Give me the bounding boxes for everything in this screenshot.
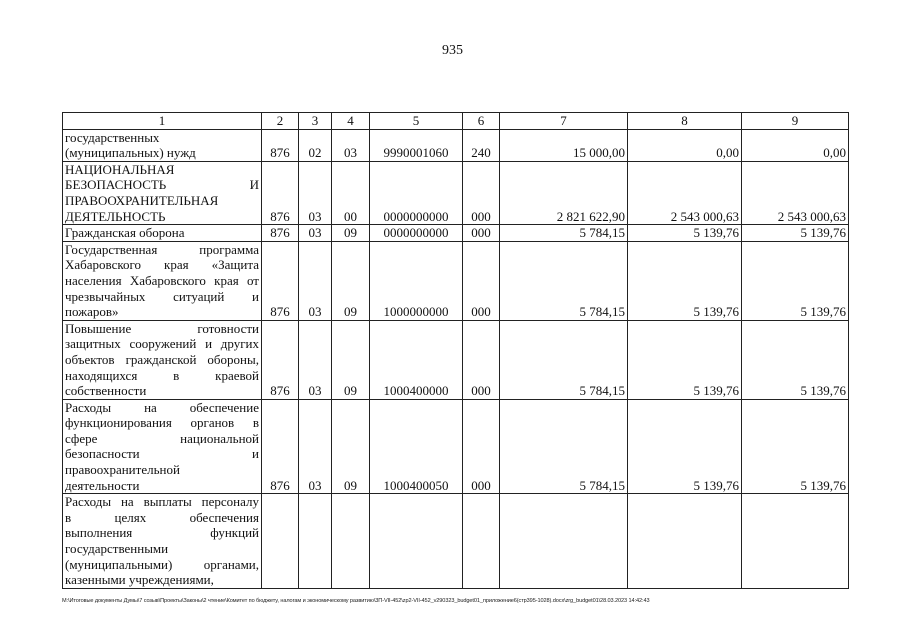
amount-2025-cell (742, 494, 849, 589)
column-number-row (63, 113, 849, 130)
subsection-code-cell: 09 (332, 399, 370, 494)
section-code-cell: 03 (299, 225, 332, 242)
budget-table (62, 112, 849, 589)
column-header: 8 (628, 113, 742, 130)
description-line: государственных (65, 129, 160, 145)
subsection-code-cell: 03 (332, 129, 370, 161)
amount-2023-cell: 15 000,00 (500, 129, 628, 161)
description-line: выполнения функций (65, 525, 259, 541)
column-header: 6 (463, 113, 500, 130)
table-row (63, 494, 849, 589)
description-line: деятельности (65, 477, 140, 493)
amount-2025-cell: 5 139,76 (742, 225, 849, 242)
amount-2025-cell: 5 139,76 (742, 241, 849, 320)
description-line: (муниципальных) нужд (65, 145, 196, 161)
section-code-cell (299, 494, 332, 589)
amount-2024-cell: 5 139,76 (628, 225, 742, 242)
description-line: БЕЗОПАСНОСТЬ И (65, 177, 259, 193)
amount-2023-cell: 5 784,15 (500, 399, 628, 494)
expense-type-cell (463, 494, 500, 589)
description-line: собственности (65, 383, 147, 399)
column-header: 4 (332, 113, 370, 130)
admin-code-cell (262, 494, 299, 589)
description-line: казенными учреждениями, (65, 572, 214, 588)
amount-2024-cell (628, 494, 742, 589)
amount-2023-cell: 5 784,15 (500, 241, 628, 320)
subsection-code-cell: 09 (332, 225, 370, 242)
target-article-cell: 0000000000 (370, 161, 463, 224)
admin-code-cell: 876 (262, 399, 299, 494)
description-line: защитных сооружений и других (65, 336, 259, 352)
description-line: (муниципальными) органами, (65, 556, 259, 572)
table-row (63, 320, 849, 399)
admin-code-cell: 876 (262, 129, 299, 161)
amount-2023-cell: 2 821 622,90 (500, 161, 628, 224)
section-code-cell: 03 (299, 161, 332, 224)
description-line: сфере национальной (65, 430, 259, 446)
description-cell (63, 225, 262, 242)
description-cell (63, 399, 262, 494)
amount-2024-cell: 2 543 000,63 (628, 161, 742, 224)
description-line: чрезвычайных ситуаций и (65, 288, 259, 304)
admin-code-cell: 876 (262, 320, 299, 399)
description-line: находящихся в краевой (65, 367, 259, 383)
expense-type-cell: 000 (463, 320, 500, 399)
column-header: 1 (63, 113, 262, 130)
table-row (63, 399, 849, 494)
description-line: в целях обеспечения (65, 509, 259, 525)
amount-2025-cell: 5 139,76 (742, 399, 849, 494)
amount-2024-cell: 5 139,76 (628, 241, 742, 320)
target-article-cell: 0000000000 (370, 225, 463, 242)
description-line: пожаров» (65, 304, 119, 320)
description-cell (63, 241, 262, 320)
amount-2023-cell (500, 494, 628, 589)
column-header: 2 (262, 113, 299, 130)
amount-2024-cell: 0,00 (628, 129, 742, 161)
page-number: 935 (442, 43, 463, 58)
admin-code-cell: 876 (262, 225, 299, 242)
description-cell (63, 161, 262, 224)
target-article-cell: 1000400000 (370, 320, 463, 399)
description-line: ДЕЯТЕЛЬНОСТЬ (65, 208, 166, 224)
amount-2023-cell: 5 784,15 (500, 225, 628, 242)
table-row (63, 225, 849, 242)
subsection-code-cell (332, 494, 370, 589)
section-code-cell: 03 (299, 241, 332, 320)
description-cell (63, 320, 262, 399)
amount-2024-cell: 5 139,76 (628, 320, 742, 399)
description-line: Государственная программа (65, 241, 259, 257)
file-path-footer: M:\Итоговые документы Думы\7 созыв\Проекты\Законы\2 чтение\Комитет по бюджету, налогам и экономическому развитию\3П-VII-452\zp2-VII-452_v290323_budget01_приложение6(стр395-1028).docx\zrg_budget01\28.03.2023 14:42:43 (62, 598, 650, 604)
description-cell (63, 129, 262, 161)
target-article-cell: 9990001060 (370, 129, 463, 161)
table-body (63, 113, 849, 589)
expense-type-cell: 000 (463, 399, 500, 494)
column-header: 7 (500, 113, 628, 130)
description-line: государственными (65, 541, 169, 557)
description-cell (63, 494, 262, 589)
table-row (63, 161, 849, 224)
description-line: Повышение готовности (65, 320, 259, 336)
description-line: НАЦИОНАЛЬНАЯ (65, 161, 175, 177)
description-line: объектов гражданской обороны, (65, 351, 259, 367)
amount-2024-cell: 5 139,76 (628, 399, 742, 494)
expense-type-cell: 000 (463, 225, 500, 242)
description-line: безопасности и (65, 446, 259, 462)
description-line: функционирования органов в (65, 415, 259, 431)
section-code-cell: 02 (299, 129, 332, 161)
subsection-code-cell: 09 (332, 241, 370, 320)
amount-2025-cell: 2 543 000,63 (742, 161, 849, 224)
admin-code-cell: 876 (262, 161, 299, 224)
description-line: населения Хабаровского края от (65, 272, 259, 288)
section-code-cell: 03 (299, 399, 332, 494)
subsection-code-cell: 09 (332, 320, 370, 399)
column-header: 5 (370, 113, 463, 130)
target-article-cell (370, 494, 463, 589)
expense-type-cell: 000 (463, 161, 500, 224)
description-line: ПРАВООХРАНИТЕЛЬНАЯ (65, 192, 219, 208)
table-row (63, 129, 849, 161)
amount-2025-cell: 5 139,76 (742, 320, 849, 399)
column-header: 3 (299, 113, 332, 130)
description-line: Расходы на обеспечение (65, 399, 259, 415)
column-header: 9 (742, 113, 849, 130)
section-code-cell: 03 (299, 320, 332, 399)
target-article-cell: 1000000000 (370, 241, 463, 320)
description-line: Хабаровского края «Защита (65, 257, 259, 273)
description-line: Гражданская оборона (65, 225, 185, 241)
description-line: правоохранительной (65, 462, 180, 478)
description-line: Расходы на выплаты персоналу (65, 494, 259, 510)
target-article-cell: 1000400050 (370, 399, 463, 494)
amount-2025-cell: 0,00 (742, 129, 849, 161)
admin-code-cell: 876 (262, 241, 299, 320)
subsection-code-cell: 00 (332, 161, 370, 224)
table-row (63, 241, 849, 320)
expense-type-cell: 000 (463, 241, 500, 320)
expense-type-cell: 240 (463, 129, 500, 161)
amount-2023-cell: 5 784,15 (500, 320, 628, 399)
